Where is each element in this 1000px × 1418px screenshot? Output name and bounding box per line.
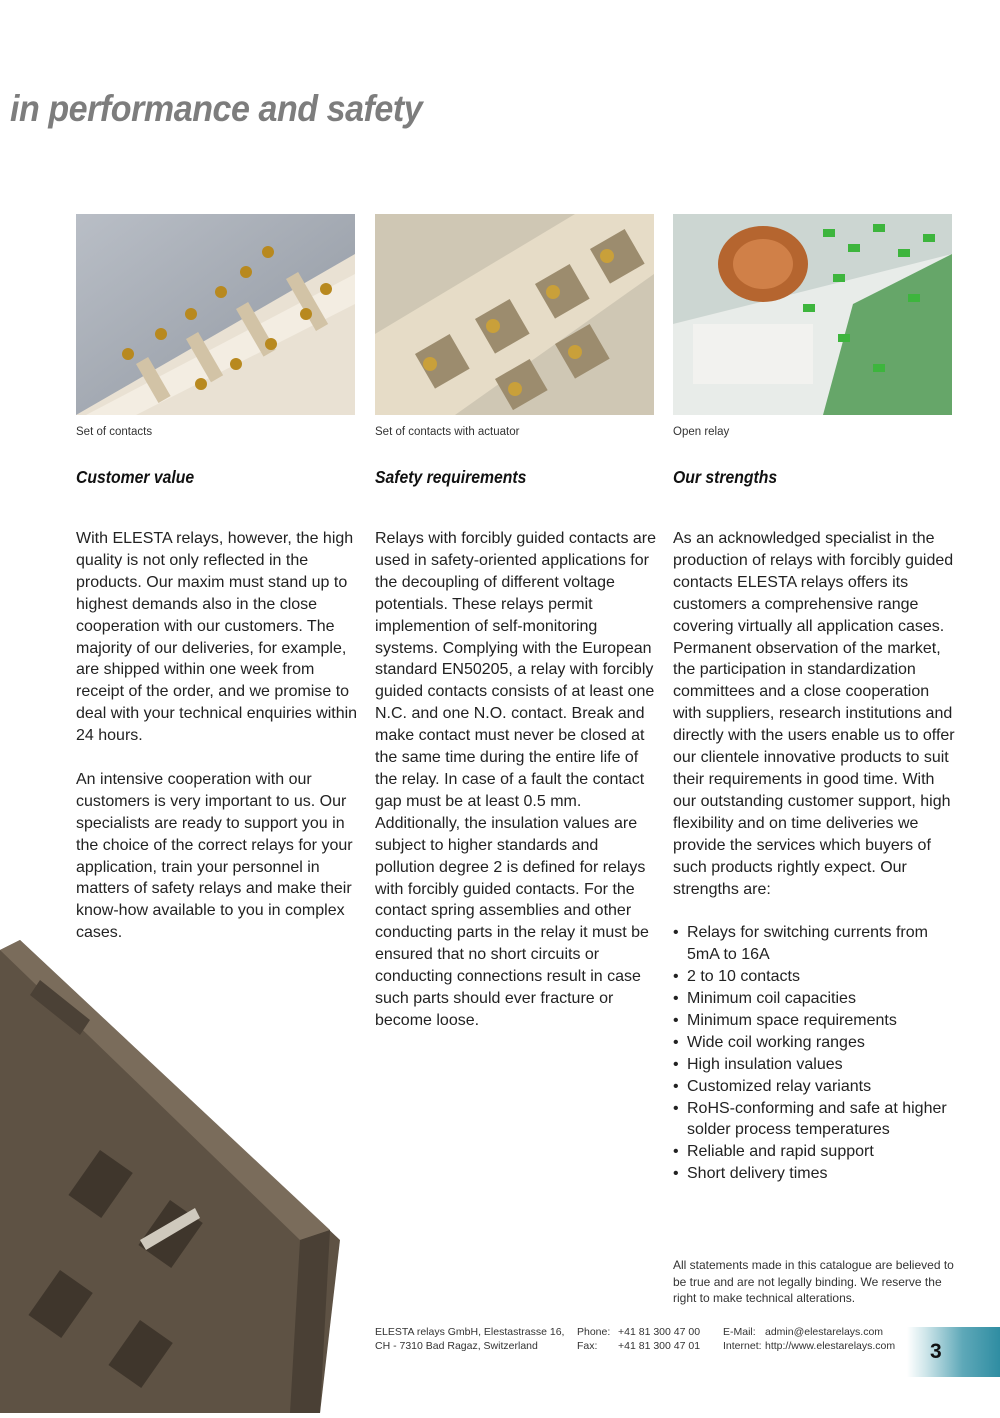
list-item: • High insulation values (673, 1054, 958, 1076)
bullet-icon: • (673, 1077, 679, 1095)
bullet-icon: • (673, 968, 679, 986)
bullet-icon: • (673, 924, 679, 942)
footer-phone-labels (577, 1325, 610, 1353)
footer-phone-values (618, 1325, 700, 1353)
list-item: • Minimum coil capacities (673, 988, 958, 1010)
list-item: • Customized relay variants (673, 1076, 958, 1098)
column-safety-requirements-text (375, 528, 660, 1054)
photo-set-of-contacts (76, 214, 355, 415)
subheading-safety-requirements: Safety requirements (375, 467, 527, 487)
page-number-tab (907, 1327, 1000, 1377)
photo-relay-closeup (0, 940, 340, 1413)
list-item: • RoHS-conforming and safe at higher solder process temperatures (673, 1099, 947, 1139)
bullet-icon: • (673, 990, 679, 1008)
caption-photo-2: Set of contacts with actuator (375, 426, 520, 438)
subheading-our-strengths: Our strengths (673, 467, 778, 487)
list-item: • Minimum space requirements (673, 1010, 958, 1032)
caption-photo-3: Open relay (673, 426, 730, 438)
strengths-list (673, 922, 958, 1185)
bullet-icon: • (673, 1165, 679, 1183)
bullet-icon: • (673, 1099, 679, 1117)
footer-contact-labels (723, 1325, 762, 1353)
list-item: • Short delivery times (673, 1163, 958, 1185)
column-our-strengths-text (673, 528, 958, 1185)
paragraph: As an acknowledged specialist in the production of relays with forcibly guided contacts ELESTA relays offers its customers a comprehensive range covering virtually all application cases. Permanent observation of the market, the participation in standardization committees and a close cooperation with suppliers, research institutions and directly with the users enable us to offer our clientele innovative products to suit their requirements in good time. With our outstanding customer support, high flexibility and on time deliveries we provide the services which buyers of such products rightly expect. Our strengths are: (673, 530, 955, 898)
email-link[interactable]: admin@elestarelays.com (765, 1326, 884, 1338)
company-line-1: ELESTA relays GmbH, Elestastrasse 16, (375, 1326, 565, 1338)
company-line-2: CH - 7310 Bad Ragaz, Switzerland (375, 1340, 538, 1352)
bullet-icon: • (673, 1011, 679, 1029)
fax-label: Fax: (577, 1340, 598, 1352)
phone-label: Phone: (577, 1326, 611, 1338)
paragraph: With ELESTA relays, however, the high quality is not only reflected in the products. Our maxim must stand up to highest demands also in the close cooperation with our customers. The majority of our deliveries, for example, are shipped within one week from receipt of the order, and we promise to deal with your technical enquiries within 24 hours. (76, 530, 358, 745)
column-customer-value-text (76, 528, 361, 966)
list-item: • Reliable and rapid support (673, 1141, 958, 1163)
subheading-customer-value: Customer value (76, 467, 195, 487)
bullet-icon: • (673, 1055, 679, 1073)
internet-label: Internet: (723, 1340, 762, 1352)
paragraph: Relays with forcibly guided contacts are used in safety-oriented applications for the decoupling of different voltage potentials. These relays permit implemention of self-monitoring systems. Complying with the European standard EN50205, a relay with forcibly guided contacts consists of at least one N.C. and one N.O. contact. Break and make contact must never be closed at the same time during the entire life of the relay. In case of a fault the contact gap must be at least 0.5 mm. Additionally, the insulation values are subject to higher standards and pollution degree 2 is defined for relays with forcibly guided contacts. For the contact spring assemblies and other conducting parts in the relay it must be ensured that no short circuits or conducting connections result in case such parts should ever fracture or become loose. (375, 530, 657, 1029)
email-label: E-Mail: (723, 1326, 756, 1338)
bullet-icon: • (673, 1143, 679, 1161)
list-item: • 2 to 10 contacts (673, 966, 958, 988)
caption-photo-1: Set of contacts (76, 426, 153, 438)
photo-contacts-with-actuator (375, 214, 654, 415)
disclaimer-text: All statements made in this catalogue are believed to be true and are not legally binding. We reserve the right to make technical alterations. (673, 1258, 954, 1305)
page-number: 3 (930, 1340, 942, 1363)
list-item: • Relays for switching currents from 5mA to 16A (673, 924, 928, 964)
paragraph: An intensive cooperation with our customers is very important to us. Our specialists are ready to support you in the choice of the correct relays for your application, train your personnel in matters of safety relays and make their know-how available to you in complex cases. (76, 770, 353, 942)
page-heading: in performance and safety (10, 88, 423, 129)
website-link[interactable]: http://www.elestarelays.com (765, 1340, 896, 1352)
footer-company-address (375, 1325, 564, 1353)
list-item: • Wide coil working ranges (673, 1032, 958, 1054)
photo-open-relay (673, 214, 952, 415)
bullet-icon: • (673, 1033, 679, 1051)
fax-number: +41 81 300 47 01 (618, 1340, 701, 1352)
footer-contact-values (765, 1325, 895, 1353)
phone-number: +41 81 300 47 00 (618, 1326, 701, 1338)
